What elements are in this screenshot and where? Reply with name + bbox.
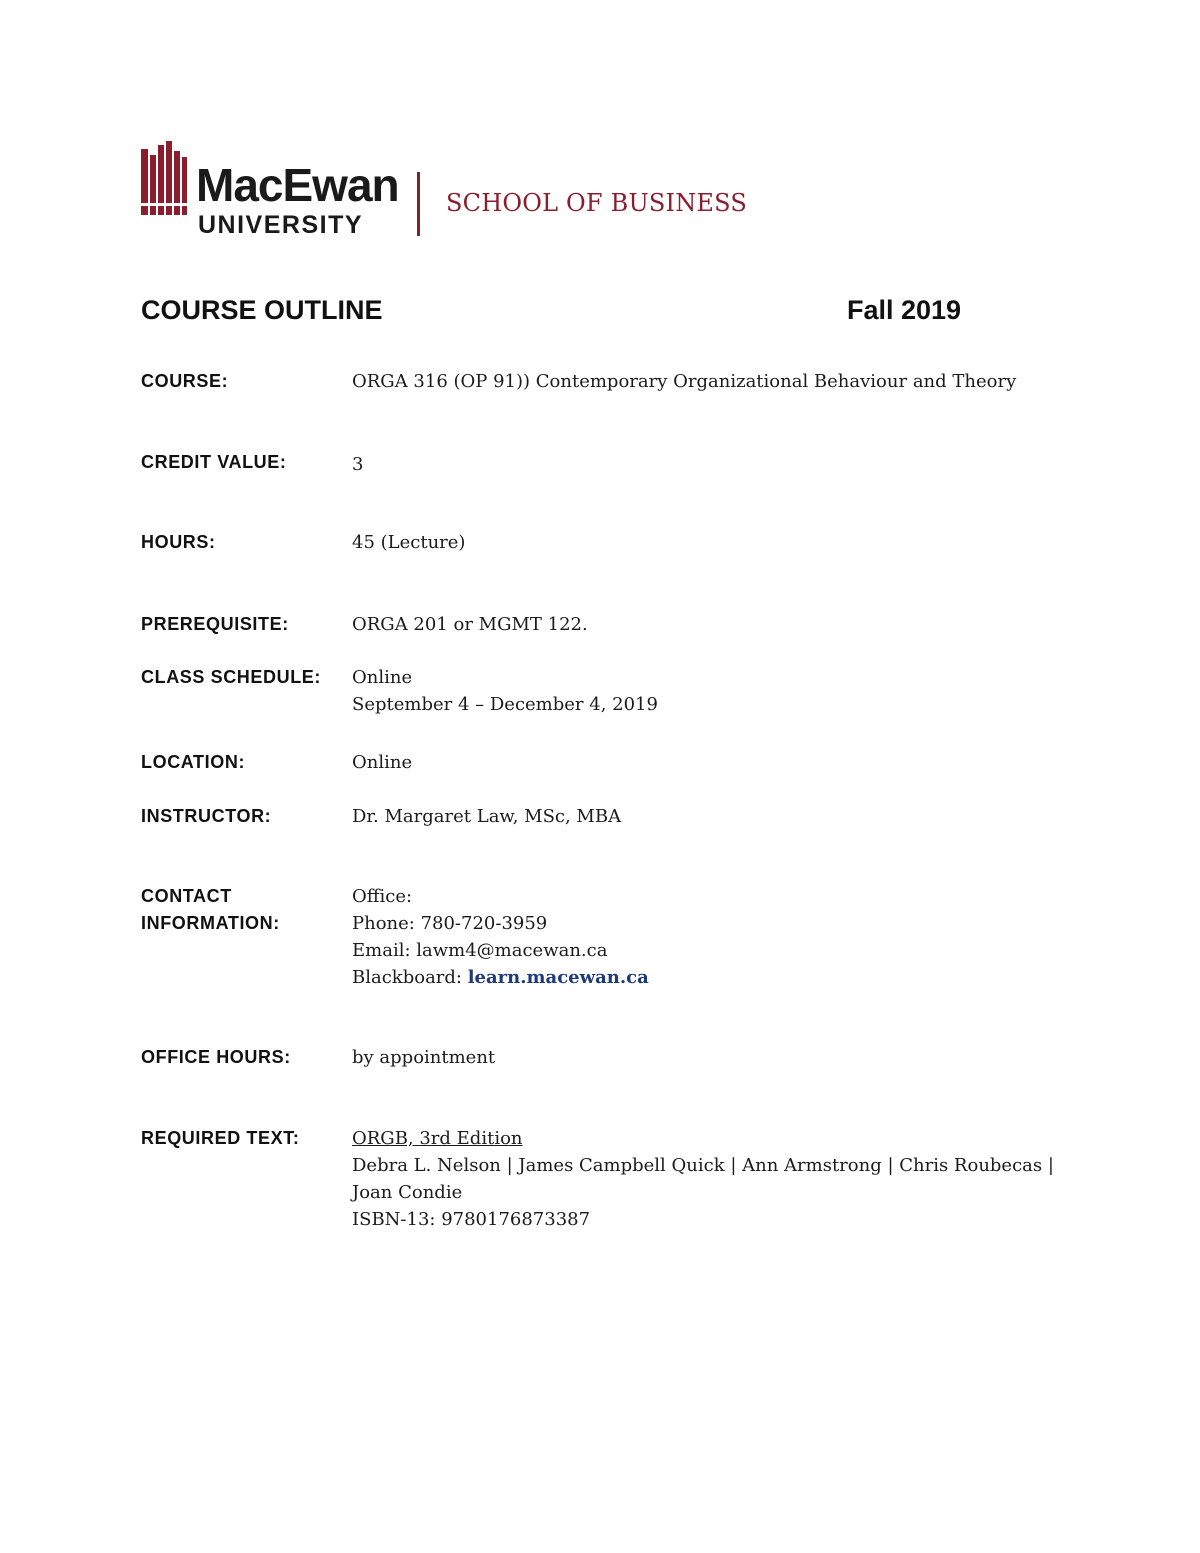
course-value: ORGA 316 (OP 91)) Contemporary Organizational Behaviour and Theory [352, 371, 1017, 392]
contact-label-line2: INFORMATION: [141, 913, 280, 933]
schedule-dates: September 4 – December 4, 2019 [352, 694, 658, 715]
location-label: LOCATION: [141, 752, 246, 772]
class-schedule-label: CLASS SCHEDULE: [141, 667, 322, 687]
office-hours-value: by appointment [352, 1047, 496, 1068]
credit-value: 3 [352, 454, 364, 475]
contact-information-label [141, 883, 280, 937]
term-title: Fall 2019 [847, 295, 962, 325]
contact-phone: Phone: 780-720-3959 [352, 913, 548, 934]
contact-information-value [352, 883, 1072, 991]
blackboard-prefix: Blackboard: [352, 967, 468, 988]
textbook-authors-line1: Debra L. Nelson | James Campbell Quick | Ann Armstrong | Chris Roubecas | [352, 1155, 1054, 1176]
instructor-label: INSTRUCTOR: [141, 806, 272, 826]
course-label: COURSE: [141, 371, 229, 391]
credit-value-label: CREDIT VALUE: [141, 452, 287, 472]
prerequisite-label: PREREQUISITE: [141, 614, 289, 634]
university-subtitle: UNIVERSITY [198, 211, 364, 239]
prerequisite-value: ORGA 201 or MGMT 122. [352, 614, 588, 635]
university-name: MacEwan [196, 159, 399, 211]
schedule-mode: Online [352, 667, 413, 688]
required-text-value [352, 1125, 1072, 1233]
contact-label-line1: CONTACT [141, 886, 232, 906]
logo-divider [417, 172, 420, 236]
class-schedule-value [352, 664, 1072, 718]
contact-blackboard [352, 964, 1072, 991]
school-name: SCHOOL OF BUSINESS [446, 189, 747, 217]
instructor-value: Dr. Margaret Law, MSc, MBA [352, 806, 622, 827]
textbook-authors-line2: Joan Condie [352, 1182, 463, 1203]
textbook-isbn: ISBN-13: 9780176873387 [352, 1209, 591, 1230]
location-value: Online [352, 752, 413, 773]
course-outline-title: COURSE OUTLINE [141, 295, 383, 325]
contact-email: Email: lawm4@macewan.ca [352, 940, 608, 961]
textbook-title: ORGB, 3rd Edition [352, 1128, 523, 1149]
macewan-logo-mark [141, 141, 187, 217]
hours-label: HOURS: [141, 532, 216, 552]
blackboard-link[interactable]: learn.macewan.ca [467, 967, 649, 988]
required-text-label: REQUIRED TEXT: [141, 1128, 300, 1148]
office-hours-label: OFFICE HOURS: [141, 1047, 291, 1067]
hours-value: 45 (Lecture) [352, 532, 466, 553]
contact-office: Office: [352, 886, 413, 907]
